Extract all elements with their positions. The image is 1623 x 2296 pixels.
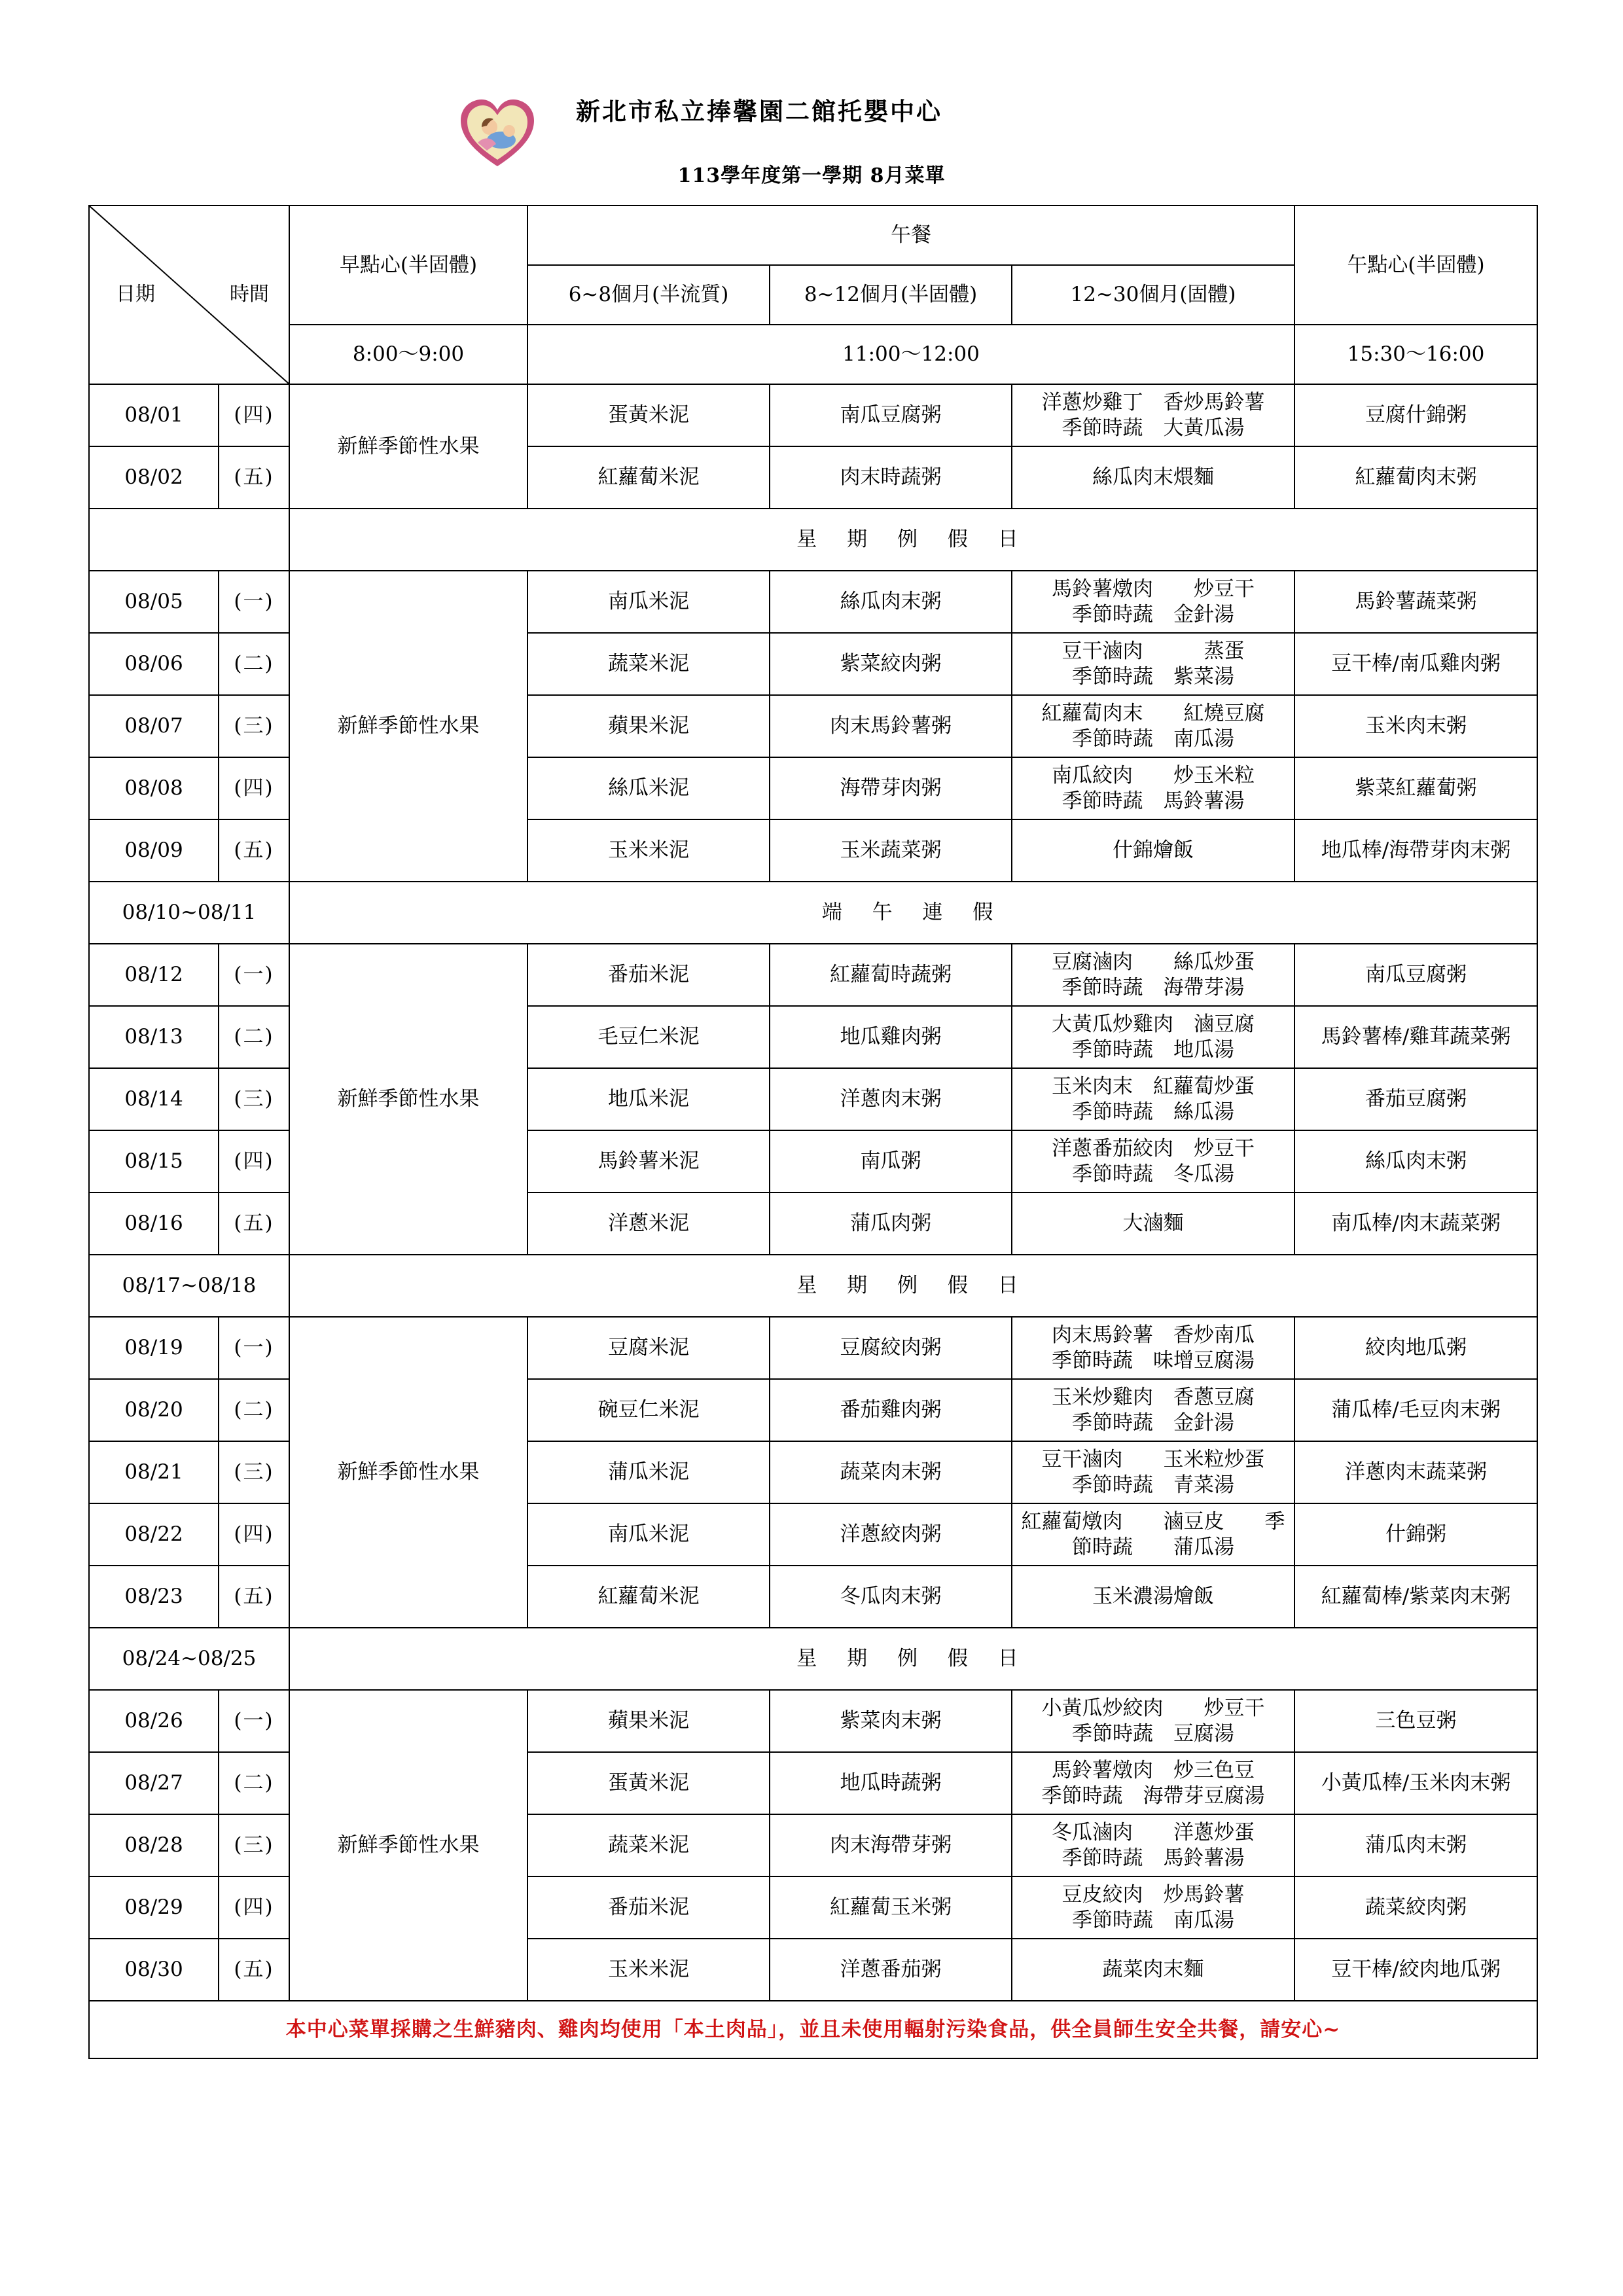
holiday-row	[89, 882, 1537, 944]
menu-day-row	[89, 1690, 1537, 1752]
menu-date: 08/20	[89, 1379, 219, 1441]
menu-weekday: (一)	[219, 944, 289, 1006]
menu-day-row	[89, 384, 1537, 446]
lunch-6-8-months-item: 馬鈴薯米泥	[527, 1130, 770, 1193]
lunch-12-30-months-item: 肉末馬鈴薯 香炒南瓜 季節時蔬 味增豆腐湯	[1012, 1317, 1294, 1379]
menu-day-row	[89, 944, 1537, 1006]
lunch-12-30-months-item: 馬鈴薯燉肉 炒三色豆 季節時蔬 海帶芽豆腐湯	[1012, 1752, 1294, 1814]
lunch-8-12-months-item: 南瓜豆腐粥	[770, 384, 1012, 446]
lunch-12-30-months-item: 蔬菜肉末麵	[1012, 1939, 1294, 2001]
lunch-12-30-months-item: 玉米肉末 紅蘿蔔炒蛋 季節時蔬 絲瓜湯	[1012, 1068, 1294, 1130]
fresh-fruit-breakfast: 新鮮季節性水果	[289, 384, 527, 509]
holiday-label: 端 午 連 假	[289, 882, 1537, 944]
afternoon-snack-item: 地瓜棒/海帶芽肉末粥	[1294, 819, 1537, 882]
menu-weekday: (五)	[219, 819, 289, 882]
menu-subtitle: 113學年度第一學期 8月菜單	[677, 164, 946, 187]
lunch-6-8-months-item: 毛豆仁米泥	[527, 1006, 770, 1068]
menu-weekday: (三)	[219, 695, 289, 757]
lunch-6-8-months-item: 蛋黃米泥	[527, 1752, 770, 1814]
lunch-6-8-months-item: 南瓜米泥	[527, 571, 770, 633]
lunch-12-30-months-item: 豆皮絞肉 炒馬鈴薯 季節時蔬 南瓜湯	[1012, 1876, 1294, 1939]
lunch-8-12-months-item: 肉末時蔬粥	[770, 446, 1012, 509]
lunch-time: 11:00～12:00	[527, 325, 1294, 384]
lunch-8-12-months-item: 南瓜粥	[770, 1130, 1012, 1193]
afternoon-snack-item: 紅蘿蔔棒/紫菜肉末粥	[1294, 1566, 1537, 1628]
holiday-label: 星 期 例 假 日	[289, 1628, 1537, 1690]
afternoon-snack-item: 豆干棒/絞肉地瓜粥	[1294, 1939, 1537, 2001]
menu-weekday: (四)	[219, 1876, 289, 1939]
menu-weekday: (一)	[219, 571, 289, 633]
fresh-fruit-breakfast: 新鮮季節性水果	[289, 944, 527, 1255]
lunch-6-8-months-item: 蒲瓜米泥	[527, 1441, 770, 1503]
menu-weekday: (四)	[219, 384, 289, 446]
menu-date: 08/19	[89, 1317, 219, 1379]
center-title: 新北市私立捧馨園二館托嬰中心	[576, 97, 942, 126]
menu-day-row	[89, 1317, 1537, 1379]
lunch-6-8-months-item: 蘋果米泥	[527, 695, 770, 757]
menu-date: 08/01	[89, 384, 219, 446]
afternoon-snack-item: 蒲瓜棒/毛豆肉末粥	[1294, 1379, 1537, 1441]
menu-weekday: (三)	[219, 1441, 289, 1503]
lunch-8-12-months-item: 海帶芽肉粥	[770, 757, 1012, 819]
menu-weekday: (四)	[219, 1503, 289, 1566]
lunch-12-30-months-item: 馬鈴薯燉肉 炒豆干 季節時蔬 金針湯	[1012, 571, 1294, 633]
menu-date: 08/29	[89, 1876, 219, 1939]
menu-date: 08/28	[89, 1814, 219, 1876]
afternoon-snack-item: 豆干棒/南瓜雞肉粥	[1294, 633, 1537, 695]
lunch-8-12-months-item: 紅蘿蔔時蔬粥	[770, 944, 1012, 1006]
lunch-6-8-months-item: 地瓜米泥	[527, 1068, 770, 1130]
lunch-6-8-months-item: 番茄米泥	[527, 944, 770, 1006]
menu-day-row	[89, 571, 1537, 633]
lunch-12-30-months-item: 豆干滷肉 玉米粒炒蛋 季節時蔬 青菜湯	[1012, 1441, 1294, 1503]
menu-date: 08/07	[89, 695, 219, 757]
lunch-8-12-months-item: 絲瓜肉末粥	[770, 571, 1012, 633]
menu-weekday: (五)	[219, 1939, 289, 2001]
lunch-6-8-months-item: 番茄米泥	[527, 1876, 770, 1939]
menu-date: 08/15	[89, 1130, 219, 1193]
menu-date: 08/26	[89, 1690, 219, 1752]
notice-row	[89, 2001, 1537, 2058]
afternoon-snack-item: 紅蘿蔔肉末粥	[1294, 446, 1537, 509]
holiday-label: 星 期 例 假 日	[289, 1255, 1537, 1317]
afternoon-snack-item: 三色豆粥	[1294, 1690, 1537, 1752]
lunch-12-30-months-item: 冬瓜滷肉 洋蔥炒蛋 季節時蔬 馬鈴薯湯	[1012, 1814, 1294, 1876]
menu-weekday: (二)	[219, 1379, 289, 1441]
menu-weekday: (二)	[219, 1752, 289, 1814]
menu-date: 08/08	[89, 757, 219, 819]
lunch-8-12-months-item: 番茄雞肉粥	[770, 1379, 1012, 1441]
holiday-row	[89, 1255, 1537, 1317]
lunch-8-12-months-item: 紫菜肉末粥	[770, 1690, 1012, 1752]
menu-date: 08/23	[89, 1566, 219, 1628]
lunch-8-12-months-item: 洋蔥肉末粥	[770, 1068, 1012, 1130]
lunch-6-8-months-item: 紅蘿蔔米泥	[527, 1566, 770, 1628]
menu-date: 08/30	[89, 1939, 219, 2001]
menu-weekday: (一)	[219, 1317, 289, 1379]
afternoon-snack-item: 番茄豆腐粥	[1294, 1068, 1537, 1130]
fresh-fruit-breakfast: 新鮮季節性水果	[289, 571, 527, 882]
menu-weekday: (五)	[219, 1193, 289, 1255]
breakfast-header: 早點心(半固體)	[289, 206, 527, 325]
menu-date: 08/12	[89, 944, 219, 1006]
lunch-8-12-months-item: 玉米蔬菜粥	[770, 819, 1012, 882]
menu-date: 08/05	[89, 571, 219, 633]
afternoon-snack-item: 南瓜豆腐粥	[1294, 944, 1537, 1006]
lunch-6-8-months-item: 蔬菜米泥	[527, 1814, 770, 1876]
lunch-8-12-months-item: 洋蔥番茄粥	[770, 1939, 1012, 2001]
afternoon-snack-item: 馬鈴薯棒/雞茸蔬菜粥	[1294, 1006, 1537, 1068]
lunch-12-30-months-item: 什錦燴飯	[1012, 819, 1294, 882]
lunch-8-12-months-item: 肉末海帶芽粥	[770, 1814, 1012, 1876]
lunch-12-30-months-item: 小黃瓜炒絞肉 炒豆干 季節時蔬 豆腐湯	[1012, 1690, 1294, 1752]
lunch-12-30-months-item: 紅蘿蔔燉肉 滷豆皮 季 節時蔬 蒲瓜湯	[1012, 1503, 1294, 1566]
menu-weekday: (四)	[219, 1130, 289, 1193]
holiday-date: 08/17~08/18	[89, 1255, 289, 1317]
lunch-8-12-months-item: 蒲瓜肉粥	[770, 1193, 1012, 1255]
afternoon-snack-item: 南瓜棒/肉末蔬菜粥	[1294, 1193, 1537, 1255]
afternoon-snack-item: 馬鈴薯蔬菜粥	[1294, 571, 1537, 633]
menu-date: 08/13	[89, 1006, 219, 1068]
lunch-12-30-months-item: 豆腐滷肉 絲瓜炒蛋 季節時蔬 海帶芽湯	[1012, 944, 1294, 1006]
safety-notice: 本中心菜單採購之生鮮豬肉、雞肉均使用「本土肉品」，並且未使用輻射污染食品，供全員師生安全共餐，請安心~	[89, 2001, 1537, 2058]
fresh-fruit-breakfast: 新鮮季節性水果	[289, 1690, 527, 2001]
afternoon-time: 15:30～16:00	[1294, 325, 1537, 384]
afternoon-snack-item: 蔬菜絞肉粥	[1294, 1876, 1537, 1939]
holiday-date	[89, 509, 289, 571]
menu-weekday: (二)	[219, 1006, 289, 1068]
breakfast-time: 8:00～9:00	[289, 325, 527, 384]
menu-date: 08/16	[89, 1193, 219, 1255]
lunch-8-12-months-item: 冬瓜肉末粥	[770, 1566, 1012, 1628]
lunch-8-12-months-header: 8~12個月(半固體)	[770, 265, 1012, 325]
lunch-12-30-months-item: 南瓜絞肉 炒玉米粒 季節時蔬 馬鈴薯湯	[1012, 757, 1294, 819]
holiday-date: 08/24~08/25	[89, 1628, 289, 1690]
lunch-6-8-months-header: 6~8個月(半流質)	[527, 265, 770, 325]
menu-weekday: (四)	[219, 757, 289, 819]
afternoon-snack-item: 豆腐什錦粥	[1294, 384, 1537, 446]
holiday-row	[89, 1628, 1537, 1690]
holiday-label: 星 期 例 假 日	[289, 509, 1537, 571]
lunch-6-8-months-item: 洋蔥米泥	[527, 1193, 770, 1255]
afternoon-snack-item: 紫菜紅蘿蔔粥	[1294, 757, 1537, 819]
lunch-12-30-months-item: 大黃瓜炒雞肉 滷豆腐 季節時蔬 地瓜湯	[1012, 1006, 1294, 1068]
menu-date: 08/27	[89, 1752, 219, 1814]
lunch-12-30-months-item: 紅蘿蔔肉末 紅燒豆腐 季節時蔬 南瓜湯	[1012, 695, 1294, 757]
menu-weekday: (三)	[219, 1814, 289, 1876]
afternoon-snack-item: 絲瓜肉末粥	[1294, 1130, 1537, 1193]
lunch-6-8-months-item: 蔬菜米泥	[527, 633, 770, 695]
menu-table	[88, 205, 1538, 2059]
menu-weekday: (五)	[219, 446, 289, 509]
lunch-8-12-months-item: 肉末馬鈴薯粥	[770, 695, 1012, 757]
lunch-12-30-months-item: 玉米炒雞肉 香蔥豆腐 季節時蔬 金針湯	[1012, 1379, 1294, 1441]
lunch-8-12-months-item: 紫菜絞肉粥	[770, 633, 1012, 695]
menu-weekday: (三)	[219, 1068, 289, 1130]
lunch-6-8-months-item: 絲瓜米泥	[527, 757, 770, 819]
lunch-12-30-months-item: 洋蔥炒雞丁 香炒馬鈴薯 季節時蔬 大黃瓜湯	[1012, 384, 1294, 446]
lunch-12-30-months-item: 洋蔥番茄絞肉 炒豆干 季節時蔬 冬瓜湯	[1012, 1130, 1294, 1193]
lunch-12-30-months-header: 12~30個月(固體)	[1012, 265, 1294, 325]
holiday-row	[89, 509, 1537, 571]
lunch-header: 午餐	[527, 206, 1294, 265]
menu-date: 08/22	[89, 1503, 219, 1566]
lunch-8-12-months-item: 豆腐絞肉粥	[770, 1317, 1012, 1379]
afternoon-snack-item: 洋蔥肉末蔬菜粥	[1294, 1441, 1537, 1503]
afternoon-snack-item: 絞肉地瓜粥	[1294, 1317, 1537, 1379]
afternoon-snack-item: 什錦粥	[1294, 1503, 1537, 1566]
menu-weekday: (二)	[219, 633, 289, 695]
lunch-8-12-months-item: 洋蔥絞肉粥	[770, 1503, 1012, 1566]
lunch-6-8-months-item: 玉米米泥	[527, 819, 770, 882]
lunch-6-8-months-item: 紅蘿蔔米泥	[527, 446, 770, 509]
afternoon-snack-item: 玉米肉末粥	[1294, 695, 1537, 757]
lunch-8-12-months-item: 紅蘿蔔玉米粥	[770, 1876, 1012, 1939]
date-label: 日期	[116, 282, 155, 306]
afternoon-snack-item: 蒲瓜肉末粥	[1294, 1814, 1537, 1876]
menu-date: 08/06	[89, 633, 219, 695]
lunch-6-8-months-item: 玉米米泥	[527, 1939, 770, 2001]
lunch-12-30-months-item: 絲瓜肉末煨麵	[1012, 446, 1294, 509]
menu-date: 08/09	[89, 819, 219, 882]
lunch-6-8-months-item: 南瓜米泥	[527, 1503, 770, 1566]
fresh-fruit-breakfast: 新鮮季節性水果	[289, 1317, 527, 1628]
menu-date: 08/21	[89, 1441, 219, 1503]
lunch-12-30-months-item: 玉米濃湯燴飯	[1012, 1566, 1294, 1628]
lunch-8-12-months-item: 地瓜時蔬粥	[770, 1752, 1012, 1814]
holiday-date: 08/10~08/11	[89, 882, 289, 944]
menu-date: 08/02	[89, 446, 219, 509]
menu-date: 08/14	[89, 1068, 219, 1130]
date-time-corner-cell	[89, 206, 289, 384]
lunch-6-8-months-item: 蘋果米泥	[527, 1690, 770, 1752]
lunch-6-8-months-item: 豆腐米泥	[527, 1317, 770, 1379]
menu-weekday: (一)	[219, 1690, 289, 1752]
lunch-6-8-months-item: 蛋黃米泥	[527, 384, 770, 446]
afternoon-snack-item: 小黃瓜棒/玉米肉末粥	[1294, 1752, 1537, 1814]
lunch-8-12-months-item: 地瓜雞肉粥	[770, 1006, 1012, 1068]
lunch-12-30-months-item: 大滷麵	[1012, 1193, 1294, 1255]
lunch-8-12-months-item: 蔬菜肉末粥	[770, 1441, 1012, 1503]
lunch-12-30-months-item: 豆干滷肉 蒸蛋 季節時蔬 紫菜湯	[1012, 633, 1294, 695]
afternoon-snack-header: 午點心(半固體)	[1294, 206, 1537, 325]
lunch-6-8-months-item: 碗豆仁米泥	[527, 1379, 770, 1441]
menu-weekday: (五)	[219, 1566, 289, 1628]
time-label: 時間	[230, 282, 269, 306]
